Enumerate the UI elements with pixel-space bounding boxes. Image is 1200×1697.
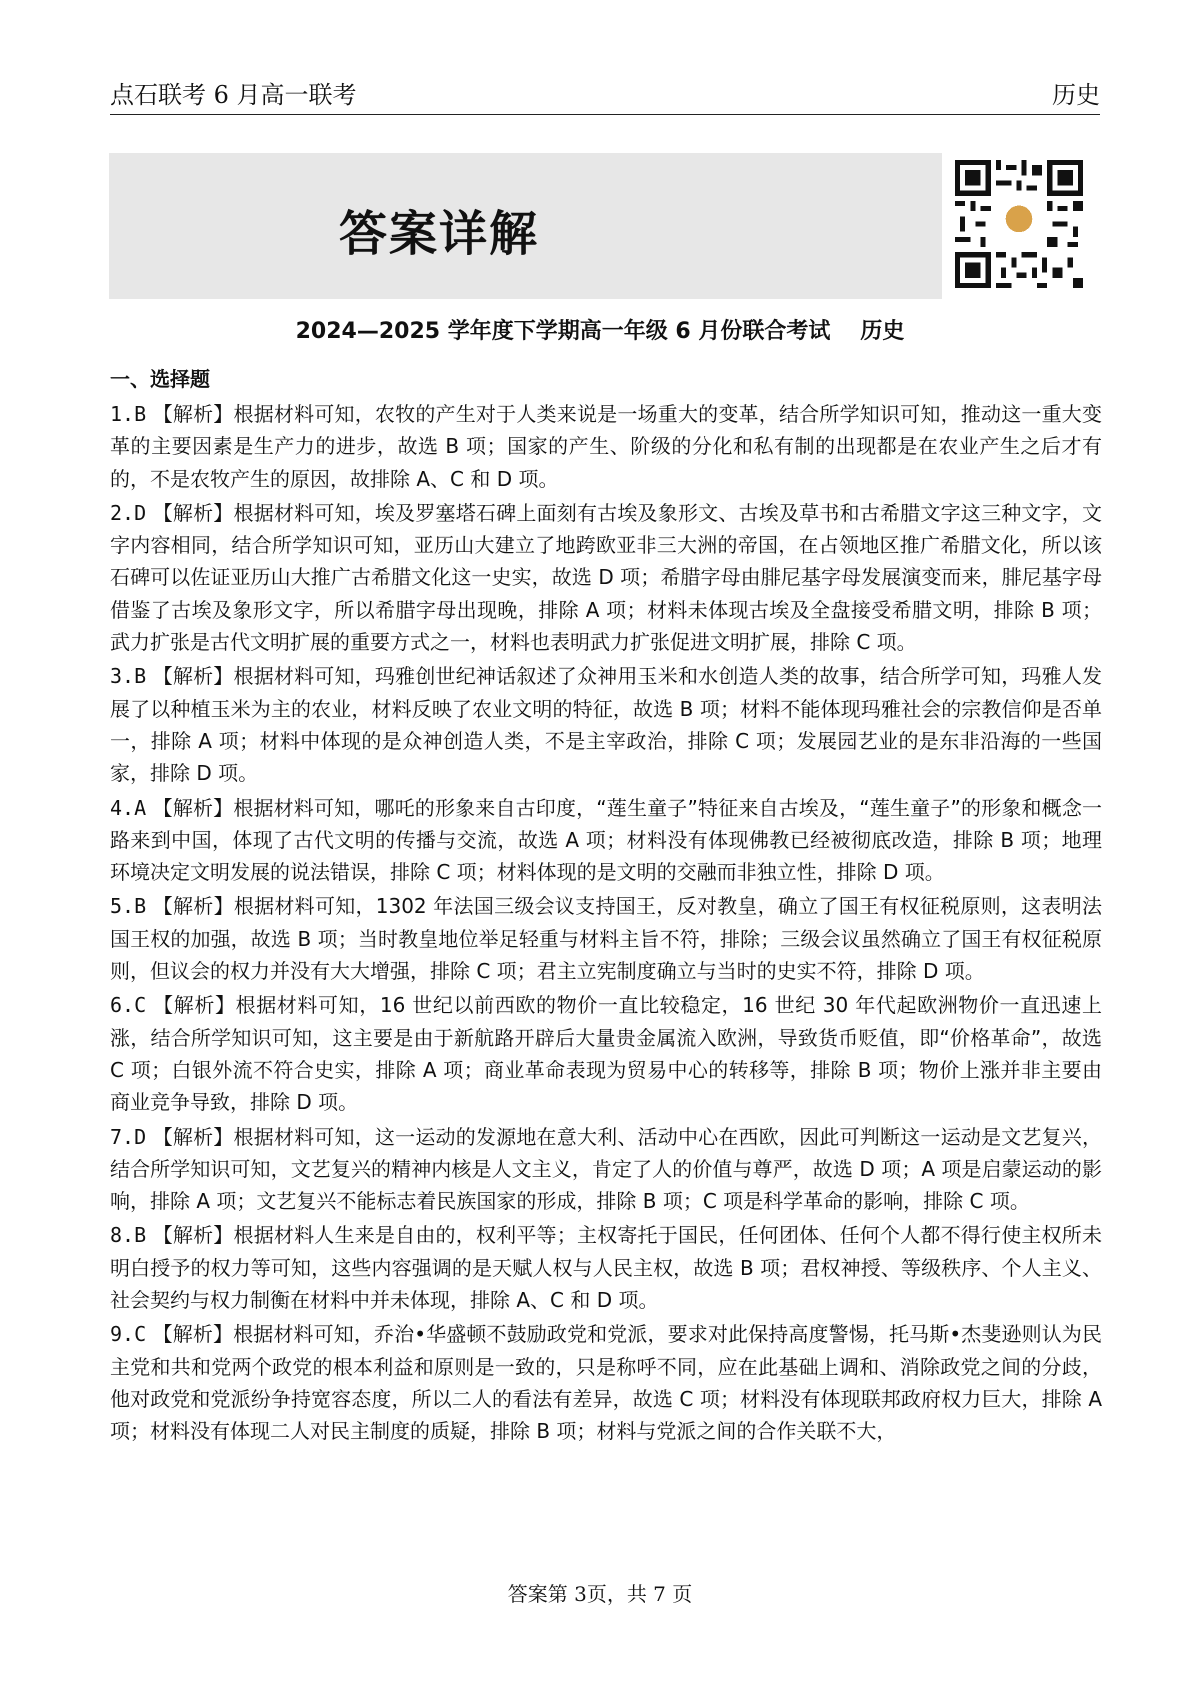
answer-text: 【解析】根据材料可知，农牧的产生对于人类来说是一场重大的变革，结合所学知识可知，推动这一重大变革的主要因素是生产力的进步，故选 B 项；国家的产生、阶级的分化和私有制的出现都是在农业产生之后才有的，不是农牧产生的原因，故排除 A、C 和 D 项。	[110, 402, 1102, 491]
exam-title-subject: 历史	[860, 319, 905, 344]
exam-title-main: 2024—2025 学年度下学期高一年级 6 月份联合考试	[295, 319, 831, 344]
answer-number: 4.A	[110, 795, 147, 820]
exam-title	[0, 314, 1200, 345]
banner-title: 答案详解	[338, 206, 539, 262]
answer-number: 7.D	[110, 1124, 147, 1149]
answer-text: 【解析】根据材料人生来是自由的，权利平等；主权寄托于国民，任何团体、任何个人都不得行使主权所未明白授予的权力等可知，这些内容强调的是天赋人权与人民主权，故选 B 项；君权神授、等级秩序、个人主义、社会契约与权力制衡在材料中并未体现，排除 A、C 和 D 项。	[110, 1223, 1102, 1313]
answer-text: 【解析】根据材料可知，哪吒的形象来自古印度，“莲生童子”特征来自古埃及，“莲生童子”的形象和概念一路来到中国，体现了古代文明的传播与交流，故选 A 项；材料没有体现佛教已经被彻底改造，排除 B 项；地理环境决定文明发展的说法错误，排除 C 项；材料体现的是文明的交融而非独立性，排除 D 项。	[110, 795, 1102, 885]
title-banner	[109, 153, 942, 299]
answer-text: 【解析】根据材料可知，埃及罗塞塔石碑上面刻有古埃及象形文、古埃及草书和古希腊文字这三种文字，文字内容相同，结合所学知识可知，亚历山大建立了地跨欧亚非三大洲的帝国，在占领地区推广希腊文化，所以该石碑可以佐证亚历山大推广古希腊文化这一史实，故选 D 项；希腊字母由腓尼基字母发展演变而来，腓尼基字母借鉴了古埃及象形文字，所以希腊字母出现晚，排除 A 项；材料未体现古埃及全盘接受希腊文明，排除 B 项；武力扩张是古代文明扩展的重要方式之一，材料也表明武力扩张促进文明扩展，排除 C 项。	[110, 500, 1102, 655]
answer-number: 8.B	[110, 1223, 147, 1248]
answer-list	[110, 398, 1102, 1450]
answer-text: 【解析】根据材料可知，16 世纪以前西欧的物价一直比较稳定，16 世纪 30 年代起欧洲物价一直迅速上涨，结合所学知识可知，这主要是由于新航路开辟后大量贵金属流入欧洲，导致货币贬值，即“价格革命”，故选 C 项；白银外流不符合史实，排除 A 项；商业革命表现为贸易中心的转移等，排除 B 项；物价上涨并非主要由商业竞争导致，排除 D 项。	[110, 993, 1103, 1115]
header-exam-name: 点石联考 6 月高一联考	[110, 81, 357, 109]
page-footer: 答案第 3页，共 7 页	[507, 1582, 693, 1606]
answer-number: 9.C	[110, 1322, 147, 1347]
answer-item	[110, 497, 1102, 658]
answer-item	[110, 660, 1102, 789]
answer-item	[110, 989, 1102, 1118]
answer-text: 【解析】根据材料可知，乔治•华盛顿不鼓励政党和党派，要求对此保持高度警惕，托马斯•杰斐逊则认为民主党和共和党两个政党的根本利益和原则是一致的，只是称呼不同，应在此基础上调和、消除政党之间的分歧，他对政党和党派纷争持宽容态度，所以二人的看法有差异，故选 C 项；材料没有体现联邦政府权力巨大，排除 A 项；材料没有体现二人对民主制度的质疑，排除 B 项；材料与党派之间的合作关联不大，	[110, 1322, 1103, 1444]
answer-number: 5.B	[110, 894, 147, 919]
answer-number: 2.D	[110, 500, 147, 525]
qr-code-icon	[955, 160, 1083, 288]
answer-item	[110, 1121, 1102, 1218]
page-header	[110, 82, 1100, 115]
answer-number: 1.B	[110, 402, 147, 426]
section-title: 一、选择题	[110, 367, 210, 391]
answer-number: 6.C	[110, 993, 147, 1018]
answer-item	[110, 1318, 1102, 1447]
answer-text: 【解析】根据材料可知，1302 年法国三级会议支持国王，反对教皇，确立了国王有权征税原则，这表明法国王权的加强，故选 B 项；当时教皇地位举足轻重与材料主旨不符，排除；三级会议虽然确立了国王有权征税原则，但议会的权力并没有大大增强，排除 C 项；君主立宪制度确立与当时的史实不符，排除 D 项。	[110, 894, 1102, 984]
answer-number: 3.B	[110, 664, 147, 689]
answer-item	[110, 890, 1102, 987]
answer-text: 【解析】根据材料可知，玛雅创世纪神话叙述了众神用玉米和水创造人类的故事，结合所学可知，玛雅人发展了以种植玉米为主的农业，材料反映了农业文明的特征，故选 B 项；材料不能体现玛雅社会的宗教信仰是否单一，排除 A 项；材料中体现的是众神创造人类，不是主宰政治，排除 C 项；发展园艺业的是东非沿海的一些国家，排除 D 项。	[110, 664, 1102, 786]
answer-text: 【解析】根据材料可知，这一运动的发源地在意大利、活动中心在西欧，因此可判断这一运动是文艺复兴，结合所学知识可知，文艺复兴的精神内核是人文主义，肯定了人的价值与尊严，故选 D 项；A 项是启蒙运动的影响，排除 A 项；文艺复兴不能标志着民族国家的形成，排除 B 项；C 项是科学革命的影响，排除 C 项。	[110, 1124, 1102, 1214]
answer-item	[110, 398, 1102, 495]
answer-item	[110, 1219, 1102, 1316]
header-subject: 历史	[1052, 81, 1100, 109]
answer-item	[110, 792, 1102, 889]
